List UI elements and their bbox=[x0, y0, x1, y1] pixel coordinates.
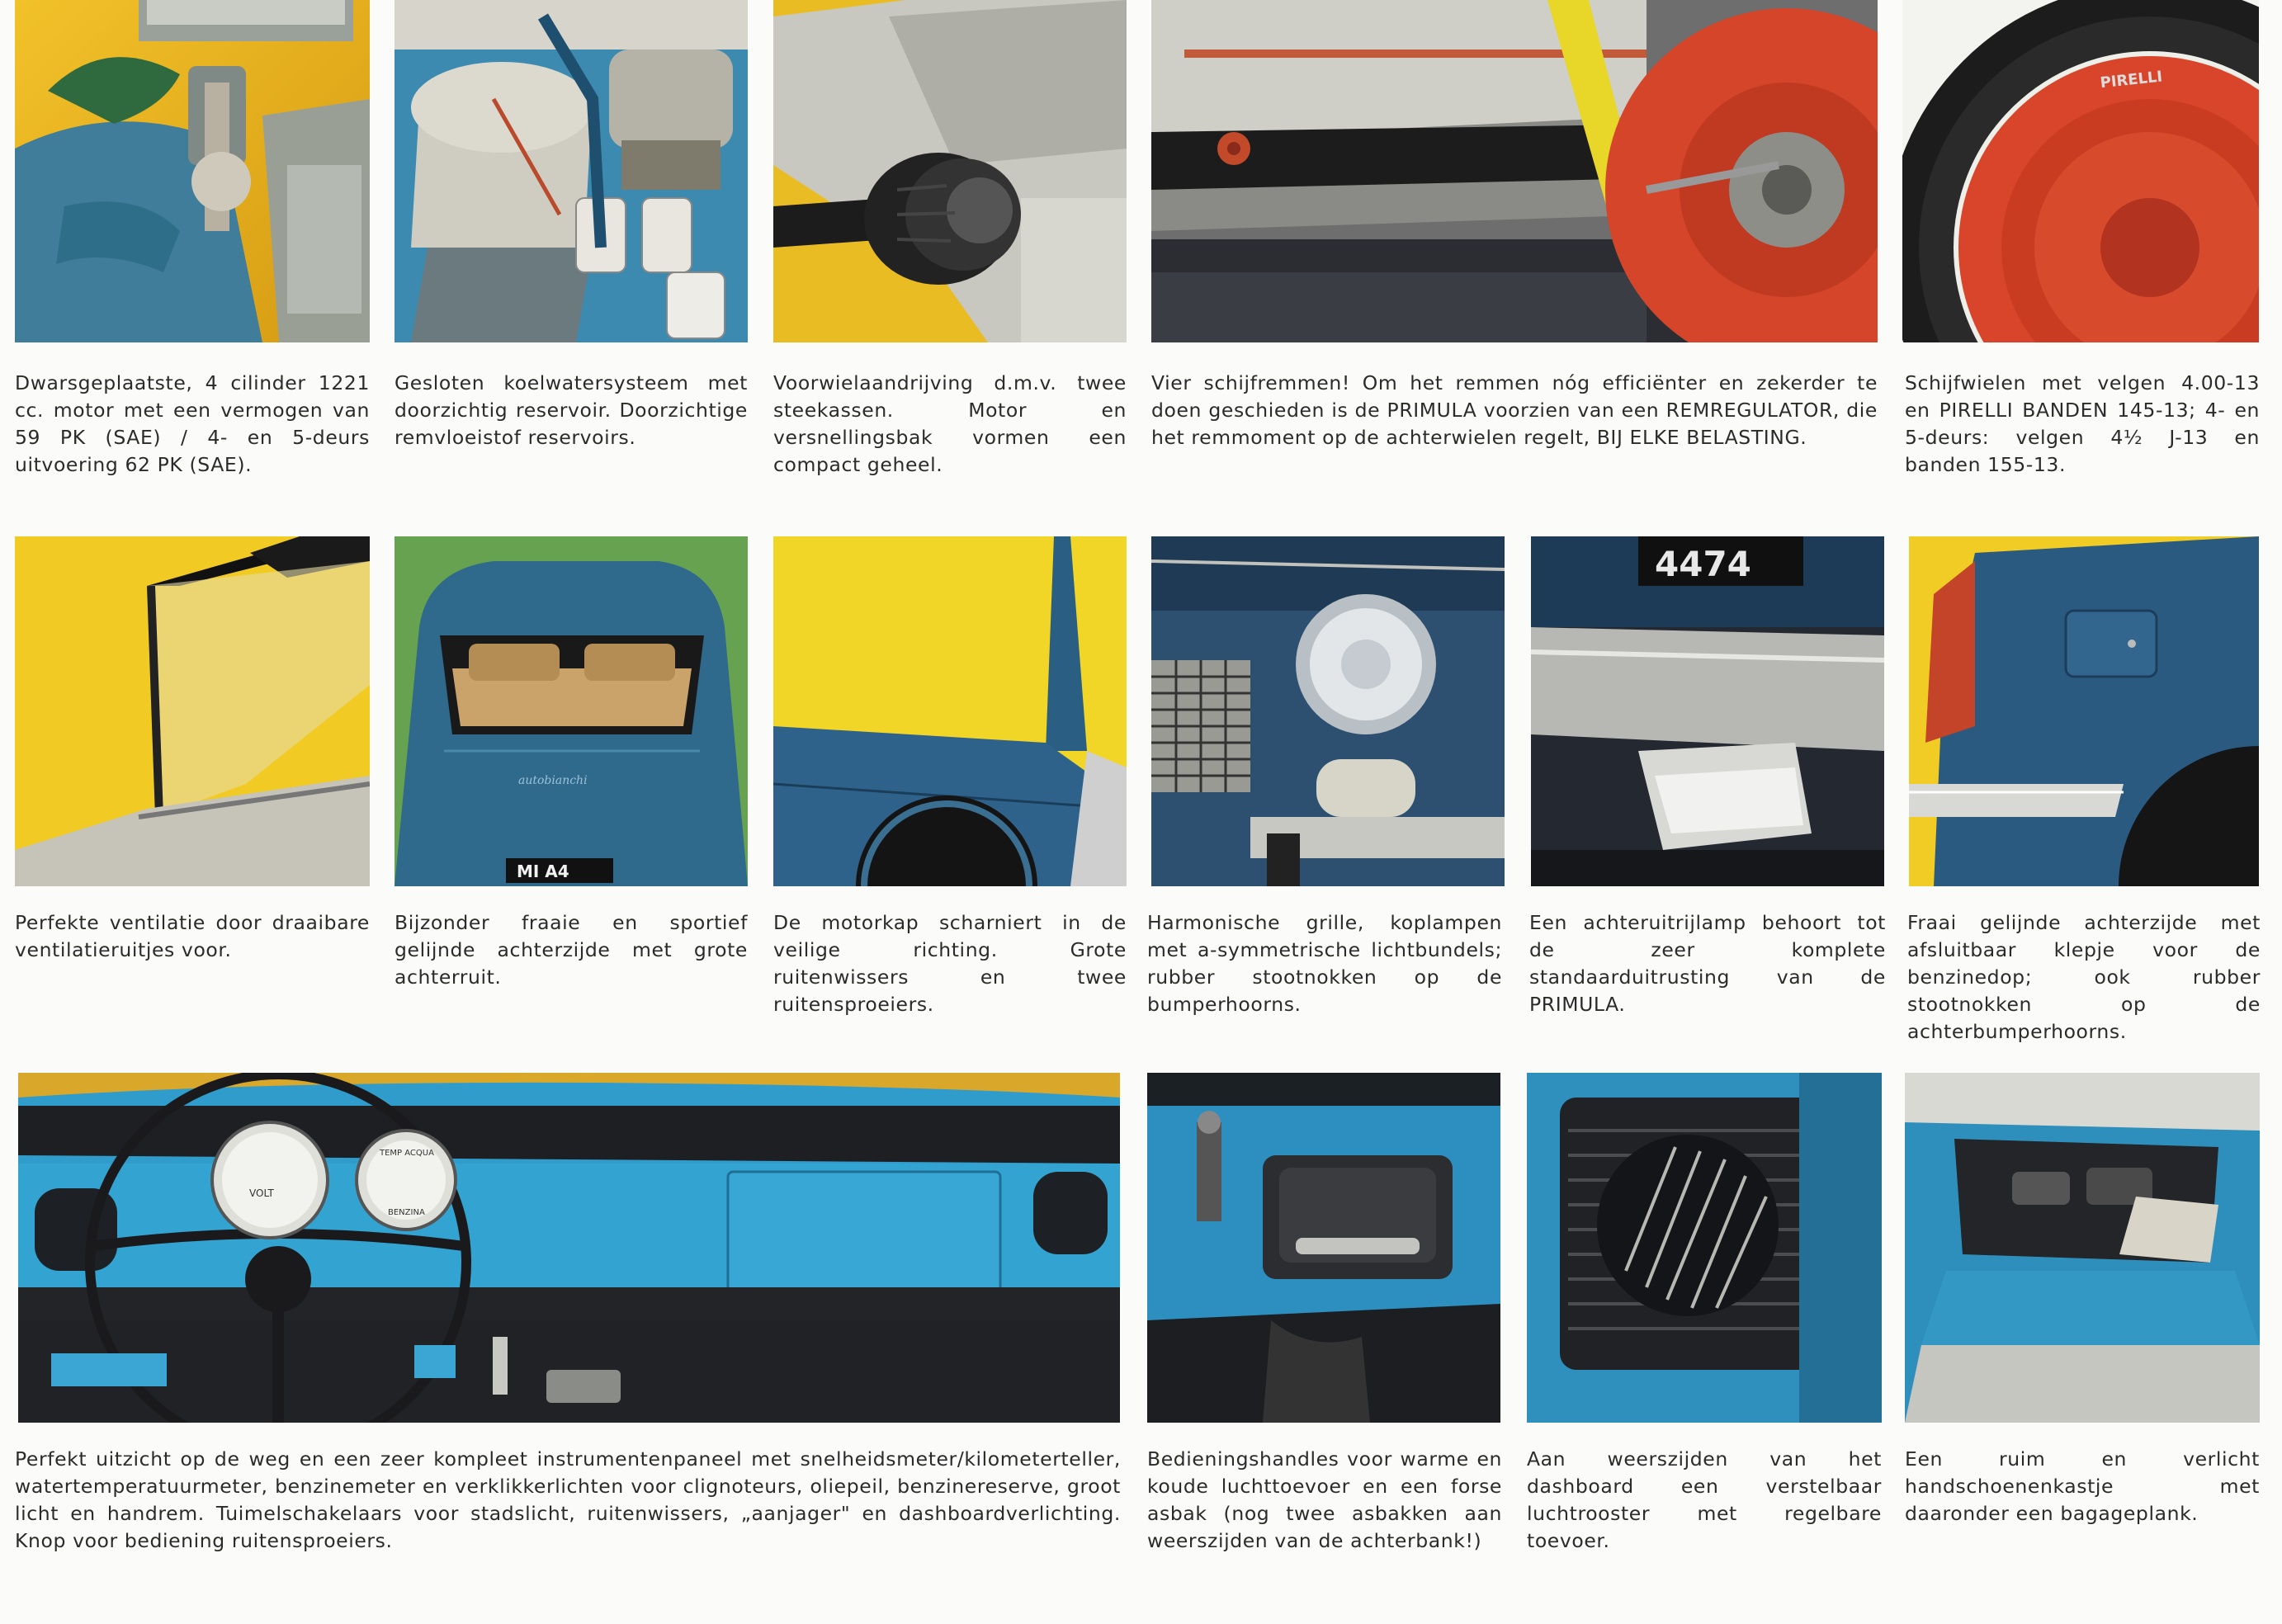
autobianchi-badge: autobianchi bbox=[518, 774, 588, 787]
caption-cooling: Gesloten koelwatersysteem met doorzichtig reservoir. Doorzichtige remvloeistof reservoirs. bbox=[395, 371, 748, 449]
caption-fuel-flap: Fraai gelijnde achterzijde met afsluitbaar klepje voor de benzinedop; ook rubber stootnokken op de achterbumperhoorns. bbox=[1907, 911, 2261, 1043]
plate-number: 4474 bbox=[1655, 544, 1751, 584]
photo-grille-headlamp bbox=[1151, 536, 1505, 886]
gauge-temp-label: TEMP ACQUA bbox=[380, 1149, 434, 1158]
photo-rear-window bbox=[395, 536, 748, 886]
caption-brakes: Vier schijfremmen! Om het remmen nóg efficiënter en zekerder te doen geschieden is de PRIMULA voorzien van een REMREGULATOR, die het remmoment op de achterwielen regelt, BIJ ELKE BELASTING. bbox=[1151, 371, 1878, 449]
caption-reverse-lamp: Een achteruitrijlamp behoort tot de zeer komplete standaarduitrusting van de PRIMULA. bbox=[1529, 911, 1886, 1016]
caption-vent: Perfekte ventilatie door draaibare ventilatieruitjes voor. bbox=[15, 911, 370, 961]
photo-tire-wheel bbox=[1902, 0, 2259, 342]
pirelli-logo-text: PIRELLI bbox=[2099, 68, 2164, 92]
caption-heater-controls: Bedieningshandles voor warme en koude luchttoevoer en een forse asbak (nog twee asbakken aan weerszijden van de achterbank!) bbox=[1147, 1447, 1502, 1552]
gauge-fuel-label: BENZINA bbox=[388, 1208, 425, 1217]
caption-grille: Harmonische grille, koplampen met a-symmetrische lichtbundels; rubber stootnokken op de bumperhoorns. bbox=[1147, 911, 1502, 1016]
photo-reverse-lamp bbox=[1531, 536, 1884, 886]
photo-air-vent bbox=[1527, 1073, 1882, 1423]
photo-vent-window bbox=[15, 536, 370, 886]
caption-drive: Voorwielaandrijving d.m.v. twee steekassen. Motor en versnellingsbak vormen een compact geheel. bbox=[773, 371, 1127, 476]
photo-bonnet bbox=[773, 536, 1127, 886]
gauge-left-label: VOLT bbox=[249, 1187, 274, 1199]
photo-engine bbox=[15, 0, 370, 342]
caption-glovebox: Een ruim en verlicht handschoenenkastje met daaronder een bagageplank. bbox=[1905, 1447, 2260, 1525]
caption-dashboard: Perfekt uitzicht op de weg en een zeer kompleet instrumentenpaneel met snelheidsmeter/kilometerteller, watertemperatuurmeter, benzinemeter en verklikkerlichten voor clignoteurs, oliepeil, benzinereserve, groot licht en handrem. Tuimelschakelaars voor stadslicht, ruitenwissers, „aanjager" en dashboardverlichting. Knop voor bediening ruitensproeiers. bbox=[15, 1447, 1121, 1552]
photo-dashboard bbox=[18, 1073, 1120, 1423]
caption-rear: Bijzonder fraaie en sportief gelijnde achterzijde met grote achterruit. bbox=[395, 911, 748, 989]
photo-glovebox bbox=[1905, 1073, 2260, 1423]
caption-engine: Dwarsgeplaatste, 4 cilinder 1221 cc. motor met een vermogen van 59 PK (SAE) / 4- en 5-deurs uitvoering 62 PK (SAE). bbox=[15, 371, 370, 476]
photo-disc-brakes bbox=[1151, 0, 1878, 342]
photo-cooling-system bbox=[395, 0, 748, 342]
photo-drive-shaft bbox=[773, 0, 1127, 342]
rear-license-plate: MI A4 bbox=[517, 862, 569, 881]
caption-air-vent: Aan weerszijden van het dashboard een verstelbaar luchtrooster met regelbare toevoer. bbox=[1527, 1447, 1882, 1552]
photo-fuel-flap bbox=[1909, 536, 2259, 886]
caption-wheels: Schijfwielen met velgen 4.00-13 en PIRELLI BANDEN 145-13; 4- en 5-deurs: velgen 4½ J-13 en banden 155-13. bbox=[1905, 371, 2260, 476]
photo-heater-controls bbox=[1147, 1073, 1500, 1423]
caption-bonnet: De motorkap scharniert in de veilige richting. Grote ruitenwissers en twee ruitensproeiers. bbox=[773, 911, 1127, 1016]
